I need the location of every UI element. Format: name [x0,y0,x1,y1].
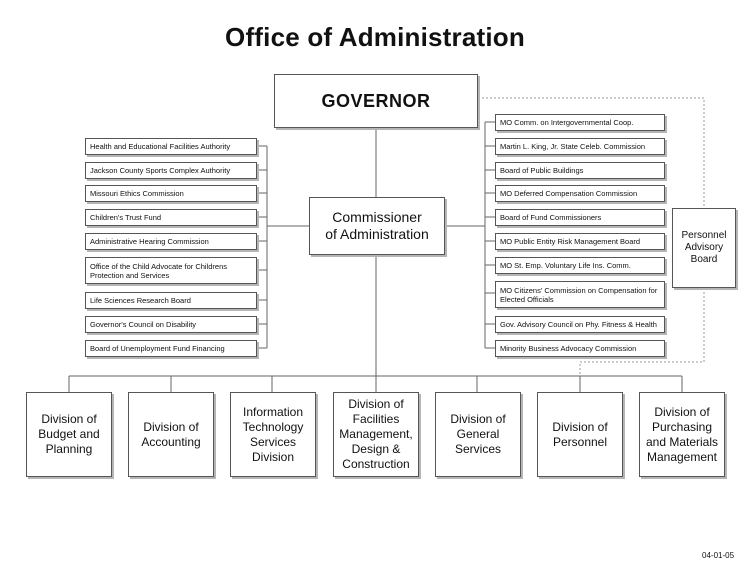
right-agency-box: MO Public Entity Risk Management Board [495,233,665,250]
page-title: Office of Administration [225,22,525,52]
right-agency-box: MO Citizens' Commission on Compensation for Elected Officials [495,281,665,308]
left-agency-box: Board of Unemployment Fund Financing [85,340,257,357]
division-box [537,392,623,477]
commissioner-label: Commissioner of Administration [325,209,429,242]
left-agency-box: Office of the Child Advocate for Childrens Protection and Services [85,257,257,284]
personnel-advisory-board-box [672,208,736,288]
division-box [435,392,521,477]
right-agency-box: MO St. Emp. Voluntary Life Ins. Comm. [495,257,665,274]
division-label: Division of Facilities Management, Design & Construction [339,397,413,471]
division-box [128,392,214,477]
division-label: Division of Accounting [141,419,201,449]
right-agency-box: MO Deferred Compensation Commission [495,185,665,202]
right-agency-box: MO Comm. on Intergovernmental Coop. [495,114,665,131]
personnel-advisory-board-label: Personnel Advisory Board [681,230,727,265]
division-label: Division of General Services [450,412,506,456]
division-box [333,392,419,477]
left-agency-box: Governor's Council on Disability [85,316,257,333]
division-box [639,392,725,477]
right-agency-box: Gov. Advisory Council on Phy. Fitness & Health [495,316,665,333]
revision-date: 04-01-05 [702,551,735,560]
division-box [230,392,316,477]
right-agency-box: Board of Fund Commissioners [495,209,665,226]
division-label: Division of Budget and Planning [38,412,100,456]
right-agency-box: Martin L. King, Jr. State Celeb. Commission [495,138,665,155]
left-agency-box: Administrative Hearing Commission [85,233,257,250]
division-label: Division of Personnel [552,419,608,449]
left-agency-box: Missouri Ethics Commission [85,185,257,202]
right-agency-box: Minority Business Advocacy Commission [495,340,665,357]
left-agency-box: Jackson County Sports Complex Authority [85,162,257,179]
division-box [26,392,112,477]
right-agency-box: Board of Public Buildings [495,162,665,179]
left-agency-box: Children's Trust Fund [85,209,257,226]
governor-box: GOVERNOR [274,74,478,128]
left-agency-box: Life Sciences Research Board [85,292,257,309]
left-agency-box: Health and Educational Facilities Authority [85,138,257,155]
division-label: Division of Purchasing and Materials Management [645,404,719,464]
commissioner-box [309,197,445,255]
division-label: Information Technology Services Division [242,404,304,464]
